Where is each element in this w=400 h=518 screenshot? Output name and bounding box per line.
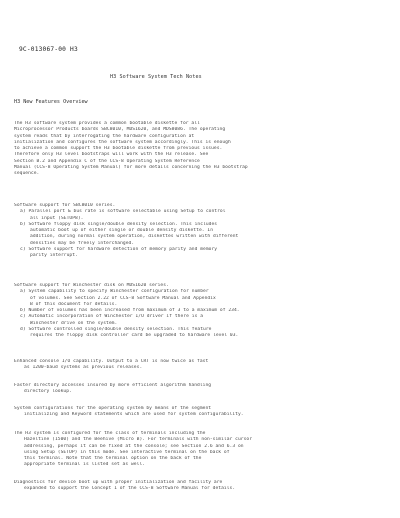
text-line: requires the floppy disk controller card be upgraded to hardware level 03. xyxy=(30,333,239,339)
text-line: initialization and configures the software system accordingly. This is enough xyxy=(14,139,231,145)
text-line: Faster directory accesses insured by more efficient algorithm handling xyxy=(14,383,212,388)
text-line: parity interrupt. xyxy=(30,253,78,259)
text-line: to achieve a common support the H3 bootable diskette from previous issues. xyxy=(14,146,223,152)
paragraph-config xyxy=(14,406,304,419)
text-line: appropriate terminal is listed set as well. xyxy=(24,462,146,468)
text-line: system reads that by interrogating the hardware configuration at xyxy=(14,133,195,139)
document-number: 9C-013067-00 H3 xyxy=(19,46,78,53)
paragraph-directory xyxy=(14,383,304,396)
paragraph-sbc-support xyxy=(14,203,304,260)
text-line: Manual (CCS-8 Operating System Manual) for more details concerning the H3 bootstrap xyxy=(14,165,248,171)
paragraph-diagnostics xyxy=(14,480,304,493)
text-line: Winchester drive on the system. xyxy=(30,320,118,326)
list-item: a) System capability to specify Winchester configuration for number xyxy=(20,289,209,295)
list-item: b) Number of volumes has been increased from maximum of 3 to a maximum of 234. xyxy=(20,308,240,314)
text-line: System configurations for the operating system by means of the segment xyxy=(14,406,212,411)
paragraph-h3-config xyxy=(14,431,304,469)
list-item: a) Parallel port & bus rate is software selectable using Setup to control xyxy=(20,209,226,215)
text-line: directory lookup. xyxy=(24,389,72,395)
text-line: using Setup (SETUP) in this mode. See interactive terminal on the back of xyxy=(24,449,230,455)
text-line: of volumes. See Section 2.22 of CCS-8 Software Manual and Appendix xyxy=(30,295,216,301)
text-line: Hazeltine (1500) and the Beehive (Micro B). For terminals with non-similar cursor xyxy=(24,437,253,443)
text-line: The H3 software system provides a common bootable diskette for all xyxy=(14,121,200,126)
list-item: b) Software floppy disk single/double density selection. This includes xyxy=(20,221,218,227)
text-line: Software support for SBC8010 series. xyxy=(14,203,116,208)
list-item: c) Automatic incorporation of Winchester I/O driver if there is a xyxy=(20,314,204,320)
text-line: as 1200-baud systems as previous releases. xyxy=(24,365,143,371)
text-line: all input (SETUP8). xyxy=(30,215,84,221)
text-line: initializing and Keyword statements which are used for system configurability. xyxy=(24,412,244,418)
text-line: automatic boot up of either single or double density diskette. In xyxy=(30,228,214,234)
section-heading: H3 New Features Overview xyxy=(14,99,88,105)
text-line: Enhanced console I/O capability. Output to a CRT is now twice as fast xyxy=(14,359,209,364)
list-item: d) Software controlled single/double density selection. This feature xyxy=(20,327,212,333)
text-line: sequence. xyxy=(14,171,40,177)
text-line: Section B.2 and Appendix C of the CCS-8 Operating System Reference xyxy=(14,158,200,164)
text-line: expanded to support the Concept 1 of the CCS-8 Software Manual for details. xyxy=(24,486,236,492)
text-line: this terminal. Note that the terminal option on the back of the xyxy=(24,456,202,462)
text-line: Therefore only H3 level bootstraps will work with the H3 release. See xyxy=(14,152,209,158)
text-line: addition, during normal system operation, diskettes written with different xyxy=(30,234,239,240)
text-line: Microprocessor Products boards SBC8010, MDS1620, and MDS8086. The operating xyxy=(14,127,226,133)
list-item: c) Software support for hardware detection of memory parity and memory xyxy=(20,247,218,253)
text-line: densities may be freely interchanged. xyxy=(30,240,135,246)
text-line: Software support for Winchester disk on MDS1620 series. xyxy=(14,283,169,288)
text-line: Diagnostics for device boot up with proper initialization and facility are xyxy=(14,480,223,485)
text-line: The H3 system is configured for the class of terminals including the xyxy=(14,431,206,436)
text-line: addressing, perhaps it can be fixed at the console; see Section 2.6 and 6.3 on xyxy=(24,443,244,449)
paragraph-intro xyxy=(14,121,304,178)
text-line: B of this document for details. xyxy=(30,301,118,307)
paragraph-console xyxy=(14,359,304,372)
document-title: H3 Software System Tech Notes xyxy=(110,74,202,80)
paragraph-winchester-support xyxy=(14,283,304,340)
